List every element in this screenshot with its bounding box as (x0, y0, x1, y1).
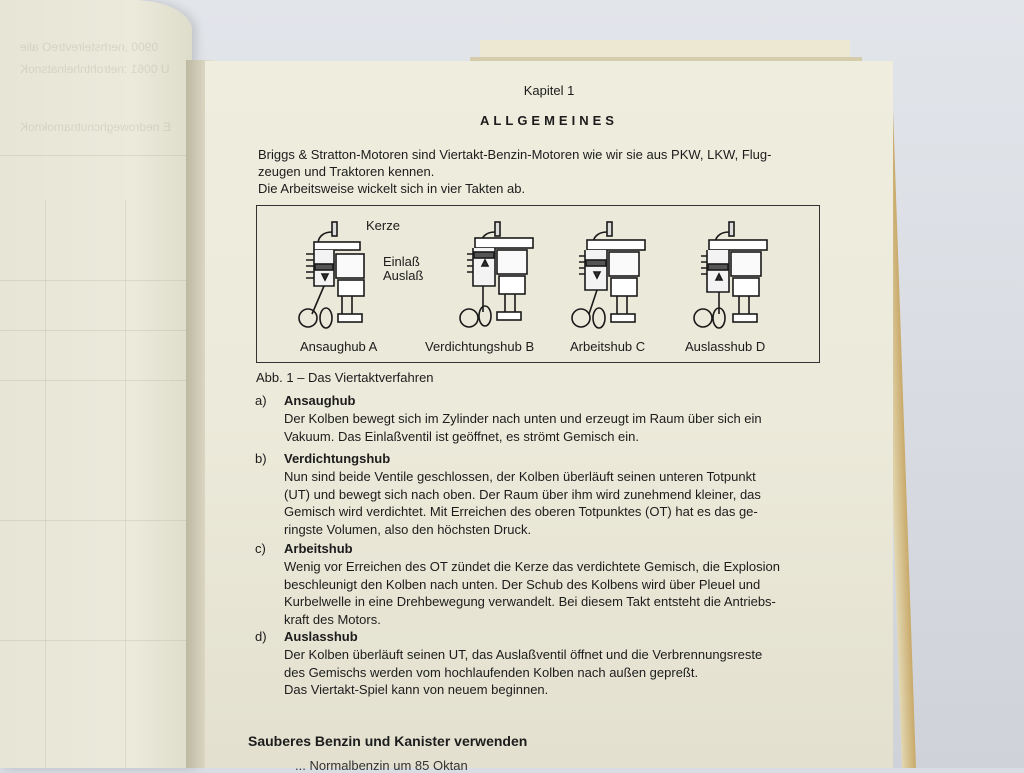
body-line: ringste Volumen, also den höchsten Druck. (284, 521, 532, 537)
bleed-through-rule (0, 155, 192, 156)
item-letter: c) (255, 541, 266, 556)
intro-line: Die Arbeitsweise wickelt sich in vier Takten ab. (258, 181, 526, 196)
bleed-through-rule (0, 520, 192, 521)
label-exhaust: Auslaß (383, 268, 424, 283)
intro-line: zeugen und Traktoren kennen. (258, 164, 435, 179)
item-heading: Verdichtungshub (284, 451, 391, 466)
body-line: Kurbelwelle in eine Drehbewegung verwandelt. Bei diesem Takt entsteht die Antriebs- (284, 594, 776, 609)
engine-illustration-compression (455, 214, 555, 334)
stroke-description-a (255, 392, 835, 442)
body-line: Der Kolben überläuft seinen UT, das Auslaßventil öffnet und die Verbrennungsreste (284, 647, 763, 662)
body-line: Der Kolben bewegt sich im Zylinder nach unten und erzeugt im Raum über sich ein (284, 411, 762, 426)
body-line: beschleunigt den Kolben nach unten. Der Schub des Kolbens wird über Pleuel und (284, 576, 761, 592)
body-line: Wenig vor Erreichen des OT zündet die Kerze das verdichtete Gemisch, die Explosion (284, 559, 780, 574)
stroke-description-c (255, 540, 835, 630)
left-page (0, 0, 192, 768)
item-body (284, 646, 844, 699)
item-body (284, 558, 844, 628)
stroke-label-b: Verdichtungshub B (425, 339, 535, 354)
intro-paragraph (258, 146, 828, 197)
right-page (205, 61, 893, 773)
bleed-through-text: 0900 ,nerhstelrevtreO alie (20, 40, 159, 54)
item-letter: a) (255, 393, 267, 408)
body-line: kraft des Motors. (284, 611, 381, 627)
stroke-label-d: Auslasshub D (685, 339, 766, 354)
body-line: des Gemischs werden vom hochlaufenden Kolben nach außen gepreßt. (284, 664, 699, 680)
bleed-through-rule (125, 200, 126, 768)
item-letter: d) (255, 629, 267, 644)
bleed-through-text: E nedroweghcnutnamoknoK (20, 120, 171, 134)
bleed-through-rule (0, 330, 192, 331)
body-line: Nun sind beide Ventile geschlossen, der Kolben überläuft seinen unteren Totpunkt (284, 469, 756, 484)
engine-illustration-power (567, 214, 667, 334)
item-body (284, 468, 844, 538)
section-heading: Sauberes Benzin und Kanister verwenden (248, 733, 528, 749)
bleed-through-rule (0, 380, 192, 381)
intro-line: Briggs & Stratton-Motoren sind Viertakt-Benzin-Motoren wie wir sie aus PKW, LKW, Flug- (258, 147, 772, 162)
stroke-description-d (255, 628, 835, 703)
item-body (284, 410, 844, 445)
item-letter: b) (255, 451, 267, 466)
bleed-through-rule (0, 640, 192, 641)
body-line: Gemisch wird verdichtet. Mit Erreichen des oberen Totpunktes (OT) hat es das ge- (284, 504, 758, 519)
page-title: ALLGEMEINES (480, 113, 618, 128)
body-line: Das Viertakt-Spiel kann von neuem beginnen. (284, 682, 549, 697)
label-spark-plug: Kerze (366, 218, 400, 233)
bleed-through-rule (45, 200, 46, 768)
engine-illustration-exhaust (689, 214, 789, 334)
item-heading: Arbeitshub (284, 541, 353, 556)
figure-caption: Abb. 1 – Das Viertaktverfahren (256, 370, 434, 385)
bleed-through-rule (0, 280, 192, 281)
chapter-label: Kapitel 1 (523, 83, 575, 98)
bleed-through-text: U 0061 :netrohtnhelnatsnoK (20, 62, 170, 76)
stroke-description-b (255, 450, 835, 540)
item-heading: Auslasshub (284, 629, 358, 644)
stroke-label-c: Arbeitshub C (570, 339, 646, 354)
four-stroke-figure (256, 205, 820, 363)
body-line: (UT) und bewegt sich nach oben. Der Raum über ihm wird zunehmend kleiner, das (284, 486, 761, 502)
stroke-label-a: Ansaughub A (300, 339, 378, 354)
item-heading: Ansaughub (284, 393, 356, 408)
cut-off-text: ... Normalbenzin um 85 Oktan (295, 758, 468, 773)
label-intake: Einlaß (383, 254, 420, 269)
body-line: Vakuum. Das Einlaßventil ist geöffnet, es strömt Gemisch ein. (284, 428, 639, 444)
